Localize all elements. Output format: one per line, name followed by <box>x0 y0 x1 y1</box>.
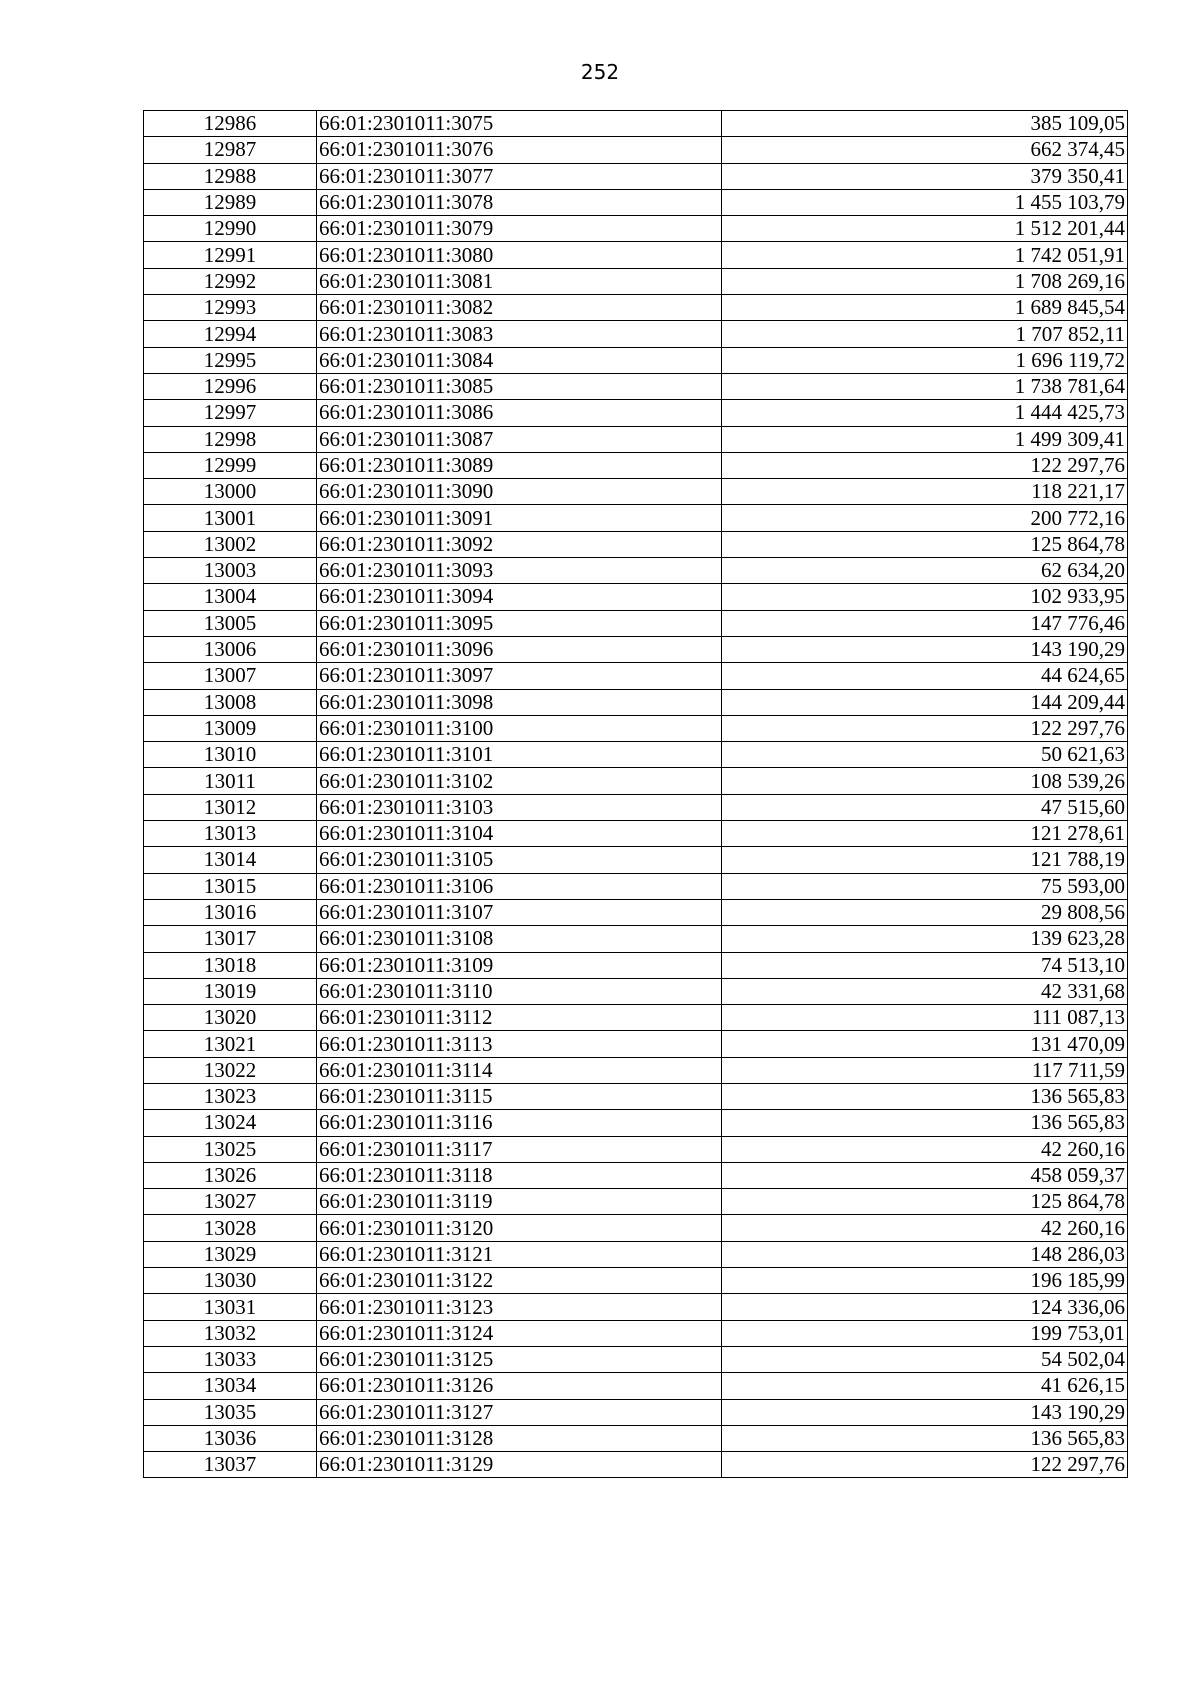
table-body <box>144 111 1128 1478</box>
cadastral-number-cell: 66:01:2301011:3120 <box>317 1215 722 1241</box>
cadastral-number-cell: 66:01:2301011:3076 <box>317 137 722 163</box>
row-number-cell: 13000 <box>144 479 317 505</box>
cadastral-number-cell: 66:01:2301011:3082 <box>317 295 722 321</box>
row-number-cell: 13015 <box>144 873 317 899</box>
row-number-cell: 13023 <box>144 1083 317 1109</box>
cadastral-value-cell: 122 297,76 <box>722 715 1128 741</box>
cadastral-value-cell: 199 753,01 <box>722 1320 1128 1346</box>
cadastral-number-cell: 66:01:2301011:3117 <box>317 1136 722 1162</box>
table-row <box>144 1452 1128 1478</box>
cadastral-number-cell: 66:01:2301011:3125 <box>317 1346 722 1372</box>
cadastral-number-cell: 66:01:2301011:3124 <box>317 1320 722 1346</box>
cadastral-number-cell: 66:01:2301011:3116 <box>317 1110 722 1136</box>
table-row <box>144 610 1128 636</box>
cadastral-value-cell: 200 772,16 <box>722 505 1128 531</box>
cadastral-number-cell: 66:01:2301011:3090 <box>317 479 722 505</box>
table-row <box>144 978 1128 1004</box>
cadastral-value-cell: 122 297,76 <box>722 452 1128 478</box>
table-row <box>144 321 1128 347</box>
cadastral-value-cell: 121 788,19 <box>722 847 1128 873</box>
row-number-cell: 12986 <box>144 111 317 137</box>
table-row <box>144 1294 1128 1320</box>
table-row <box>144 952 1128 978</box>
cadastral-value-table <box>143 110 1128 1478</box>
cadastral-value-cell: 1 689 845,54 <box>722 295 1128 321</box>
cadastral-number-cell: 66:01:2301011:3085 <box>317 373 722 399</box>
cadastral-number-cell: 66:01:2301011:3083 <box>317 321 722 347</box>
cadastral-value-cell: 1 512 201,44 <box>722 216 1128 242</box>
cadastral-number-cell: 66:01:2301011:3107 <box>317 899 722 925</box>
row-number-cell: 12988 <box>144 163 317 189</box>
row-number-cell: 13010 <box>144 742 317 768</box>
table-row <box>144 584 1128 610</box>
cadastral-value-cell: 108 539,26 <box>722 768 1128 794</box>
cadastral-number-cell: 66:01:2301011:3091 <box>317 505 722 531</box>
cadastral-number-cell: 66:01:2301011:3109 <box>317 952 722 978</box>
cadastral-value-cell: 102 933,95 <box>722 584 1128 610</box>
table-row <box>144 794 1128 820</box>
cadastral-number-cell: 66:01:2301011:3095 <box>317 610 722 636</box>
cadastral-value-cell: 385 109,05 <box>722 111 1128 137</box>
cadastral-number-cell: 66:01:2301011:3086 <box>317 400 722 426</box>
cadastral-value-cell: 1 738 781,64 <box>722 373 1128 399</box>
cadastral-number-cell: 66:01:2301011:3113 <box>317 1031 722 1057</box>
cadastral-number-cell: 66:01:2301011:3094 <box>317 584 722 610</box>
table-row <box>144 111 1128 137</box>
row-number-cell: 12987 <box>144 137 317 163</box>
row-number-cell: 13018 <box>144 952 317 978</box>
cadastral-value-cell: 118 221,17 <box>722 479 1128 505</box>
row-number-cell: 13019 <box>144 978 317 1004</box>
cadastral-value-cell: 131 470,09 <box>722 1031 1128 1057</box>
row-number-cell: 13021 <box>144 1031 317 1057</box>
cadastral-value-cell: 74 513,10 <box>722 952 1128 978</box>
row-number-cell: 12995 <box>144 347 317 373</box>
cadastral-value-cell: 75 593,00 <box>722 873 1128 899</box>
row-number-cell: 13034 <box>144 1373 317 1399</box>
row-number-cell: 12994 <box>144 321 317 347</box>
table-row <box>144 373 1128 399</box>
table-row <box>144 899 1128 925</box>
cadastral-number-cell: 66:01:2301011:3127 <box>317 1399 722 1425</box>
row-number-cell: 13005 <box>144 610 317 636</box>
row-number-cell: 13036 <box>144 1425 317 1451</box>
cadastral-number-cell: 66:01:2301011:3121 <box>317 1241 722 1267</box>
table-row <box>144 847 1128 873</box>
cadastral-number-cell: 66:01:2301011:3101 <box>317 742 722 768</box>
row-number-cell: 13016 <box>144 899 317 925</box>
cadastral-number-cell: 66:01:2301011:3126 <box>317 1373 722 1399</box>
cadastral-number-cell: 66:01:2301011:3129 <box>317 1452 722 1478</box>
cadastral-value-cell: 62 634,20 <box>722 558 1128 584</box>
cadastral-value-cell: 121 278,61 <box>722 821 1128 847</box>
table-row <box>144 1083 1128 1109</box>
table-row <box>144 189 1128 215</box>
row-number-cell: 13002 <box>144 531 317 557</box>
cadastral-number-cell: 66:01:2301011:3105 <box>317 847 722 873</box>
cadastral-value-cell: 124 336,06 <box>722 1294 1128 1320</box>
table-row <box>144 768 1128 794</box>
cadastral-value-cell: 196 185,99 <box>722 1268 1128 1294</box>
cadastral-number-cell: 66:01:2301011:3108 <box>317 926 722 952</box>
cadastral-value-cell: 125 864,78 <box>722 1189 1128 1215</box>
table-row <box>144 1162 1128 1188</box>
cadastral-number-cell: 66:01:2301011:3110 <box>317 978 722 1004</box>
row-number-cell: 12993 <box>144 295 317 321</box>
cadastral-value-cell: 1 455 103,79 <box>722 189 1128 215</box>
cadastral-value-cell: 47 515,60 <box>722 794 1128 820</box>
page-number: 252 <box>580 60 620 84</box>
cadastral-number-cell: 66:01:2301011:3119 <box>317 1189 722 1215</box>
row-number-cell: 13001 <box>144 505 317 531</box>
table-row <box>144 1215 1128 1241</box>
cadastral-value-cell: 148 286,03 <box>722 1241 1128 1267</box>
table-row <box>144 531 1128 557</box>
cadastral-value-cell: 143 190,29 <box>722 636 1128 662</box>
cadastral-number-cell: 66:01:2301011:3122 <box>317 1268 722 1294</box>
cadastral-number-cell: 66:01:2301011:3097 <box>317 663 722 689</box>
cadastral-number-cell: 66:01:2301011:3128 <box>317 1425 722 1451</box>
table-row <box>144 1005 1128 1031</box>
cadastral-number-cell: 66:01:2301011:3092 <box>317 531 722 557</box>
row-number-cell: 13031 <box>144 1294 317 1320</box>
table-row <box>144 268 1128 294</box>
table-row <box>144 1346 1128 1372</box>
cadastral-value-cell: 662 374,45 <box>722 137 1128 163</box>
cadastral-value-cell: 41 626,15 <box>722 1373 1128 1399</box>
row-number-cell: 13007 <box>144 663 317 689</box>
table-row <box>144 1189 1128 1215</box>
table-row <box>144 663 1128 689</box>
table-row <box>144 558 1128 584</box>
row-number-cell: 12996 <box>144 373 317 399</box>
cadastral-value-cell: 29 808,56 <box>722 899 1128 925</box>
table-row <box>144 926 1128 952</box>
cadastral-value-cell: 54 502,04 <box>722 1346 1128 1372</box>
table-row <box>144 347 1128 373</box>
row-number-cell: 12997 <box>144 400 317 426</box>
cadastral-value-cell: 379 350,41 <box>722 163 1128 189</box>
table-row <box>144 1268 1128 1294</box>
table-row <box>144 1241 1128 1267</box>
cadastral-value-cell: 117 711,59 <box>722 1057 1128 1083</box>
cadastral-value-cell: 50 621,63 <box>722 742 1128 768</box>
row-number-cell: 13030 <box>144 1268 317 1294</box>
row-number-cell: 12998 <box>144 426 317 452</box>
cadastral-value-cell: 143 190,29 <box>722 1399 1128 1425</box>
cadastral-value-cell: 458 059,37 <box>722 1162 1128 1188</box>
cadastral-value-cell: 139 623,28 <box>722 926 1128 952</box>
cadastral-number-cell: 66:01:2301011:3102 <box>317 768 722 794</box>
table-row <box>144 1110 1128 1136</box>
cadastral-number-cell: 66:01:2301011:3075 <box>317 111 722 137</box>
row-number-cell: 13017 <box>144 926 317 952</box>
row-number-cell: 13027 <box>144 1189 317 1215</box>
table-row <box>144 821 1128 847</box>
row-number-cell: 13022 <box>144 1057 317 1083</box>
table-row <box>144 137 1128 163</box>
row-number-cell: 13037 <box>144 1452 317 1478</box>
cadastral-value-cell: 1 499 309,41 <box>722 426 1128 452</box>
table-row <box>144 1031 1128 1057</box>
row-number-cell: 13004 <box>144 584 317 610</box>
row-number-cell: 13008 <box>144 689 317 715</box>
table-row <box>144 242 1128 268</box>
row-number-cell: 13006 <box>144 636 317 662</box>
row-number-cell: 13025 <box>144 1136 317 1162</box>
row-number-cell: 13029 <box>144 1241 317 1267</box>
table-row <box>144 1057 1128 1083</box>
cadastral-number-cell: 66:01:2301011:3096 <box>317 636 722 662</box>
cadastral-value-cell: 42 260,16 <box>722 1215 1128 1241</box>
cadastral-value-cell: 1 444 425,73 <box>722 400 1128 426</box>
table-row <box>144 636 1128 662</box>
cadastral-value-cell: 122 297,76 <box>722 1452 1128 1478</box>
cadastral-number-cell: 66:01:2301011:3118 <box>317 1162 722 1188</box>
row-number-cell: 12990 <box>144 216 317 242</box>
cadastral-number-cell: 66:01:2301011:3077 <box>317 163 722 189</box>
table-row <box>144 1136 1128 1162</box>
row-number-cell: 13028 <box>144 1215 317 1241</box>
row-number-cell: 13011 <box>144 768 317 794</box>
row-number-cell: 12991 <box>144 242 317 268</box>
table-row <box>144 295 1128 321</box>
cadastral-value-cell: 125 864,78 <box>722 531 1128 557</box>
cadastral-number-cell: 66:01:2301011:3104 <box>317 821 722 847</box>
cadastral-number-cell: 66:01:2301011:3098 <box>317 689 722 715</box>
cadastral-number-cell: 66:01:2301011:3079 <box>317 216 722 242</box>
row-number-cell: 13032 <box>144 1320 317 1346</box>
cadastral-number-cell: 66:01:2301011:3084 <box>317 347 722 373</box>
cadastral-number-cell: 66:01:2301011:3103 <box>317 794 722 820</box>
cadastral-number-cell: 66:01:2301011:3115 <box>317 1083 722 1109</box>
table-row <box>144 1399 1128 1425</box>
cadastral-number-cell: 66:01:2301011:3089 <box>317 452 722 478</box>
cadastral-value-cell: 42 260,16 <box>722 1136 1128 1162</box>
cadastral-value-cell: 144 209,44 <box>722 689 1128 715</box>
cadastral-number-cell: 66:01:2301011:3081 <box>317 268 722 294</box>
cadastral-value-cell: 136 565,83 <box>722 1425 1128 1451</box>
table-row <box>144 452 1128 478</box>
table-row <box>144 873 1128 899</box>
table-row <box>144 479 1128 505</box>
cadastral-value-cell: 1 708 269,16 <box>722 268 1128 294</box>
table-row <box>144 742 1128 768</box>
row-number-cell: 13020 <box>144 1005 317 1031</box>
row-number-cell: 13012 <box>144 794 317 820</box>
row-number-cell: 12999 <box>144 452 317 478</box>
cadastral-number-cell: 66:01:2301011:3078 <box>317 189 722 215</box>
table-row <box>144 1425 1128 1451</box>
row-number-cell: 13026 <box>144 1162 317 1188</box>
table-row <box>144 163 1128 189</box>
row-number-cell: 13024 <box>144 1110 317 1136</box>
table-row <box>144 426 1128 452</box>
cadastral-number-cell: 66:01:2301011:3087 <box>317 426 722 452</box>
table-row <box>144 1320 1128 1346</box>
table-row <box>144 216 1128 242</box>
cadastral-value-cell: 136 565,83 <box>722 1110 1128 1136</box>
table-row <box>144 1373 1128 1399</box>
cadastral-value-cell: 136 565,83 <box>722 1083 1128 1109</box>
row-number-cell: 12992 <box>144 268 317 294</box>
cadastral-value-cell: 1 707 852,11 <box>722 321 1128 347</box>
table-row <box>144 689 1128 715</box>
cadastral-number-cell: 66:01:2301011:3106 <box>317 873 722 899</box>
row-number-cell: 13033 <box>144 1346 317 1372</box>
cadastral-number-cell: 66:01:2301011:3093 <box>317 558 722 584</box>
cadastral-value-cell: 1 696 119,72 <box>722 347 1128 373</box>
cadastral-value-cell: 1 742 051,91 <box>722 242 1128 268</box>
cadastral-number-cell: 66:01:2301011:3123 <box>317 1294 722 1320</box>
table-row <box>144 505 1128 531</box>
table-row <box>144 400 1128 426</box>
row-number-cell: 13035 <box>144 1399 317 1425</box>
cadastral-number-cell: 66:01:2301011:3080 <box>317 242 722 268</box>
row-number-cell: 13013 <box>144 821 317 847</box>
row-number-cell: 13003 <box>144 558 317 584</box>
cadastral-number-cell: 66:01:2301011:3100 <box>317 715 722 741</box>
cadastral-value-cell: 147 776,46 <box>722 610 1128 636</box>
row-number-cell: 12989 <box>144 189 317 215</box>
row-number-cell: 13009 <box>144 715 317 741</box>
table-row <box>144 715 1128 741</box>
cadastral-value-cell: 42 331,68 <box>722 978 1128 1004</box>
cadastral-value-cell: 111 087,13 <box>722 1005 1128 1031</box>
cadastral-number-cell: 66:01:2301011:3112 <box>317 1005 722 1031</box>
cadastral-number-cell: 66:01:2301011:3114 <box>317 1057 722 1083</box>
cadastral-value-cell: 44 624,65 <box>722 663 1128 689</box>
row-number-cell: 13014 <box>144 847 317 873</box>
